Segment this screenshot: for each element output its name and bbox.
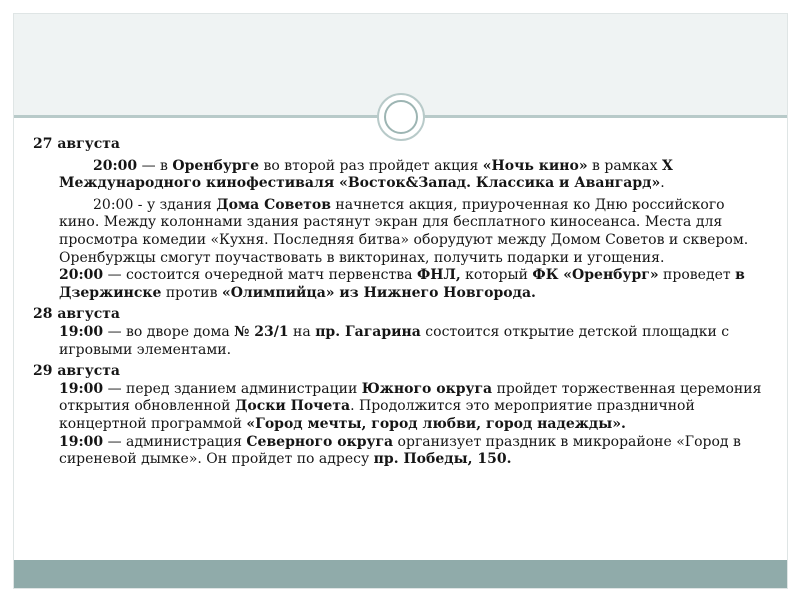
event-paragraph: 19:00 — администрация Северного округа организует праздник в микрорайоне «Город в сиреневой дымке». Он пройдет по адресу пр. Победы, 150. bbox=[59, 433, 741, 468]
slide bbox=[13, 13, 788, 589]
date-heading-aug29: 29 августа bbox=[33, 363, 120, 380]
event-paragraph: 19:00 — во дворе дома № 23/1 на пр. Гагарина состоится открытие детской площадки с игровыми элементами. bbox=[59, 323, 730, 358]
circle-ornament-icon bbox=[377, 93, 425, 141]
date-heading-aug28: 28 августа bbox=[33, 306, 120, 323]
event-paragraph: 19:00 — перед зданием администрации Южного округа пройдет торжественная церемония открытия обновленной Доски Почета. Продолжится это мероприятие праздничной концертной программой «Город мечты, город любви, город надежды». bbox=[59, 380, 762, 432]
event-paragraph: 20:00 — в Оренбурге во второй раз пройдет акция «Ночь кино» в рамках X Международного кинофестиваля «Восток&Запад. Классика и Авангард». bbox=[59, 157, 673, 192]
date-heading-aug27: 27 августа bbox=[33, 136, 120, 152]
day-aug28-events bbox=[33, 324, 763, 359]
day-aug29-events bbox=[33, 381, 763, 469]
event-paragraph: 20:00 - у здания Дома Советов начнется акция, приуроченная ко Дню российского кино. Между колоннами здания растянут экран для бесплатного киносеанса. Места для просмотра комедии «Кухня. Последняя битва» оборудуют между Домом Советов и сквером. Оренбуржцы смогут поучаствовать в викторинах, получить подарки и угощения. bbox=[59, 196, 749, 266]
event-schedule bbox=[33, 136, 763, 469]
day-aug27-events bbox=[33, 158, 763, 303]
event-paragraph: 20:00 — состоится очередной матч первенства ФНЛ, который ФК «Оренбург» проведет в Дзержинске против «Олимпийца» из Нижнего Новгорода. bbox=[59, 267, 745, 301]
footer-band bbox=[14, 560, 787, 588]
